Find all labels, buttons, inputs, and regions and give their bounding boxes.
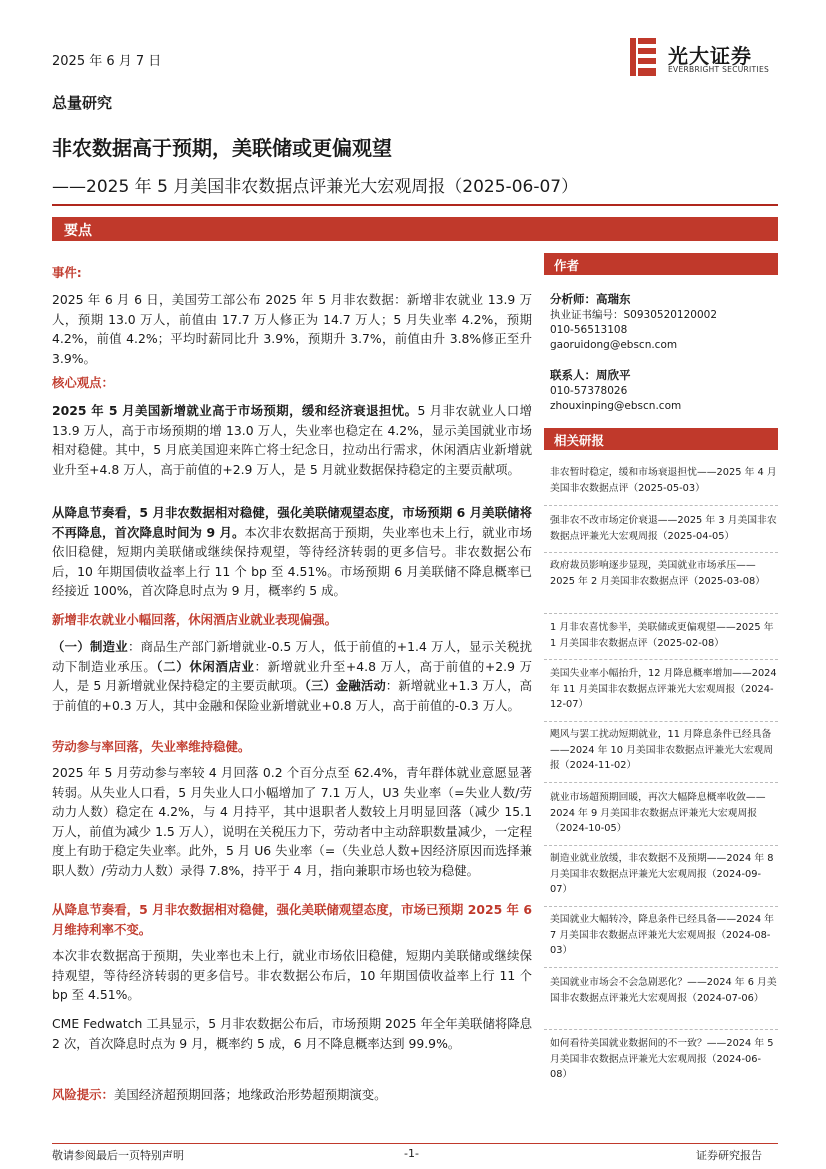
p4-text: 2025 年 5 月劳动参与率较 4 月回落 0.2 个百分点至 62.4%，青年群体就业意愿显著转弱。从失业人口看，5 月失业人口小幅增加了 7.1 万人，U3 失业率（=失业人数/劳动力人数）稳定在 4.2%，与 4 月持平，其中退职者人数较上月明显回落（减少 15.1 万人，前值为减少 1.5 万人），说明在关税压力下，劳动者中主动辞职数量减少，一定程度上有助于稳定失业率。此外，5 月 U6 失业率（=（失业总人数+因经济原因而选择兼职人数）/劳动力人数）录得 7.8%，持平于 4 月，指向兼职市场也较为稳健。 bbox=[52, 765, 532, 878]
key-points-banner bbox=[52, 217, 778, 241]
report-title: 非农数据高于预期，美联储或更偏观望 bbox=[52, 136, 392, 160]
event-paragraph bbox=[52, 290, 532, 368]
core-heading-text: 核心观点： bbox=[52, 375, 114, 390]
paragraph-4 bbox=[52, 763, 532, 880]
p3-bold-2: （二）休闲酒店业 bbox=[156, 658, 255, 674]
author-banner bbox=[544, 253, 778, 275]
heading-3 bbox=[52, 610, 532, 630]
report-date: 2025 年 6 月 7 日 bbox=[52, 54, 162, 69]
related-report-item[interactable]: 制造业就业放缓，非农数据不及预期——2024 年 8 月美国非农数据点评兼光大宏观周报（2024-09-07） bbox=[550, 853, 774, 895]
event-text: 2025 年 6 月 6 日，美国劳工部公布 2025 年 5 月非农数据：新增非农就业 13.9 万人，预期 13.0 万人，前值由 17.7 万人修正为 14.7 万人；5 月失业率 4.2%，预期 4.2%，前值 4.2%；平均时薪同比升 3.9%，预期升 3.7%，前值由升 3.8%修正至升 3.9%。 bbox=[52, 292, 532, 366]
author-label: 作者 bbox=[554, 258, 580, 273]
logo-name: 光大证券 bbox=[668, 44, 752, 68]
related-report-item[interactable]: 就业市场超预期回暖，再次大幅降息概率收敛——2024 年 9 月美国非农数据点评兼光大宏观周报（2024-10-05） bbox=[550, 792, 766, 834]
related-report-item[interactable]: 飓风与罢工扰动短期就业，11 月降息条件已经具备——2024 年 10 月美国非农数据点评兼光大宏观周报（2024-11-02） bbox=[550, 729, 774, 771]
heading-5 bbox=[52, 900, 532, 939]
analyst-block bbox=[550, 292, 778, 353]
p2-bold: 从降息节奏看，5 月非农数据相对稳健，强化美联储观望态度，市场预期 6 月美联储将不再降息，首次降息时间为 9 月。 bbox=[52, 505, 532, 540]
analyst-email[interactable]: gaoruidong@ebscn.com bbox=[550, 339, 678, 351]
related-divider bbox=[544, 782, 778, 783]
p3-text-3: ：新增就业+1.3 万人，高于前值的+0.3 万人，其中金融和保险业新增就业+0.8 万人，高于前值的-0.3 万人。 bbox=[52, 678, 532, 713]
p3-bold-3: （三）金融活动 bbox=[304, 678, 386, 693]
related-label: 相关研报 bbox=[554, 433, 605, 448]
related-banner bbox=[544, 428, 778, 450]
analyst-cert: 执业证书编号：S0930520120002 bbox=[550, 309, 718, 321]
related-report-item[interactable]: 美国就业大幅转冷，降息条件已经具备——2024 年 7 月美国非农数据点评兼光大宏观周报（2024-08-03） bbox=[550, 914, 774, 956]
related-report-item[interactable]: 美国失业率小幅抬升，12 月降息概率增加——2024 年 11 月美国非农数据点评兼光大宏观周报（2024-12-07） bbox=[550, 668, 777, 710]
event-heading bbox=[52, 263, 532, 283]
key-points-label: 要点 bbox=[64, 223, 92, 239]
p3-bold-1: （一）制造业 bbox=[52, 639, 128, 654]
contact-phone: 010-57378026 bbox=[550, 385, 628, 397]
footer-brand: 证券研究报告 bbox=[696, 1149, 762, 1162]
report-subtitle: ——2025 年 5 月美国非农数据点评兼光大宏观周报（2025-06-07） bbox=[52, 177, 579, 197]
related-divider bbox=[544, 552, 778, 553]
p3-text-1: ：商品生产部门新增就业-0.5 万人，低于前值的+1.4 万人，显示关税扰动下制造业承压。 bbox=[52, 639, 533, 674]
company-logo bbox=[628, 38, 778, 78]
paragraph-2 bbox=[52, 503, 532, 601]
risk-text: 美国经济超预期回落；地缘政治形势超预期演变。 bbox=[113, 1087, 387, 1102]
related-report-item[interactable]: 非农暂时稳定，缓和市场衰退担忧——2025 年 4 月美国非农数据点评（2025-05-03） bbox=[550, 467, 777, 494]
h5-text: 从降息节奏看，5 月非农数据相对稳健，强化美联储观望态度，市场已预期 2025 年 6 月维持利率不变。 bbox=[52, 902, 532, 937]
contact-name: 周欣平 bbox=[596, 368, 631, 382]
page-number: -1- bbox=[404, 1147, 419, 1160]
contact-label: 联系人： bbox=[550, 368, 596, 382]
related-divider bbox=[544, 1029, 778, 1030]
related-report-item[interactable]: 1 月非农喜忧参半，美联储或更偏观望——2025 年 1 月美国非农数据点评（2025-02-08） bbox=[550, 622, 774, 649]
p2-text: 本次非农数据高于预期，失业率也未上行，就业市场依旧稳健，短期内美联储或继续保持观望，等待经济转弱的更多信号。非农数据公布后，10 年期国债收益率上行 11 个 bp 至 4.51%。市场预期 6 月美联储不降息概率已经接近 100%，首次降息时点为 9 月，概率约 5 成。 bbox=[52, 524, 533, 598]
contact-email[interactable]: zhouxinping@ebscn.com bbox=[550, 400, 682, 412]
analyst-label: 分析师： bbox=[550, 292, 596, 306]
related-divider bbox=[544, 967, 778, 968]
related-divider bbox=[544, 721, 778, 722]
p1-bold: 2025 年 5 月美国新增就业高于市场预期，缓和经济衰退担忧。 bbox=[52, 403, 418, 418]
event-heading-text: 事件: bbox=[52, 265, 82, 280]
related-divider bbox=[544, 613, 778, 614]
contact-block bbox=[550, 368, 778, 414]
p1-text: 5 月非农就业人口增 13.9 万人，高于市场预期的增 13.0 万人，失业率也稳定在 4.2%，显示美国就业市场相对稳健。其中，5 月底美国迎来阵亡将士纪念日，拉动出行需求，休闲酒店业新增就业升至+4.8 万人，高于前值的+2.9 万人，是 5 月就业数据保持稳定的主要贡献项。 bbox=[52, 403, 532, 477]
paragraph-1 bbox=[52, 401, 532, 479]
heading-4 bbox=[52, 737, 532, 757]
risk-label: 风险提示： bbox=[52, 1087, 114, 1102]
core-heading bbox=[52, 373, 532, 393]
logo-mark-icon bbox=[628, 38, 658, 76]
related-divider bbox=[544, 505, 778, 506]
h4-text: 劳动参与率回落，失业率维持稳健。 bbox=[52, 739, 251, 754]
related-report-item[interactable]: 强非农不改市场定价衰退——2025 年 3 月美国非农数据点评兼光大宏观周报（2025-04-05） bbox=[550, 515, 777, 542]
paragraph-5 bbox=[52, 946, 532, 1005]
p3-text-2: ：新增就业升至+4.8 万人，高于前值的+2.9 万人，是 5 月新增就业保持稳定的主要贡献项。 bbox=[52, 658, 532, 693]
p6-text: CME Fedwatch 工具显示，5 月非农数据公布后，市场预期 2025 年全年美联储将降息 2 次，首次降息时点为 9 月，概率约 5 成，6 月不降息概率达到 99.9%。 bbox=[52, 1016, 533, 1051]
related-divider bbox=[544, 845, 778, 846]
analyst-phone: 010-56513108 bbox=[550, 324, 628, 336]
p5-text: 本次非农数据高于预期，失业率也未上行，就业市场依旧稳健，短期内美联储或继续保持观望，等待经济转弱的更多信号。非农数据公布后，10 年期国债收益率上行 11 个 bp 至 4.51%。 bbox=[52, 948, 532, 1002]
related-report-item[interactable]: 美国就业市场会不会急剧恶化？——2024 年 6 月美国非农数据点评兼光大宏观周报（2024-07-06） bbox=[550, 977, 777, 1004]
paragraph-6 bbox=[52, 1014, 532, 1053]
report-category: 总量研究 bbox=[52, 94, 113, 112]
footer-divider bbox=[52, 1143, 778, 1144]
title-divider bbox=[52, 204, 778, 206]
logo-subtitle: EVERBRIGHT SECURITIES bbox=[668, 65, 770, 74]
risk-note bbox=[52, 1085, 532, 1105]
h3-text: 新增非农就业小幅回落，休闲酒店业就业表现偏强。 bbox=[52, 612, 337, 627]
related-report-item[interactable]: 政府裁员影响逐步显现，美国就业市场承压——2025 年 2 月美国非农数据点评（2025-03-08） bbox=[550, 560, 766, 587]
analyst-name: 高瑞东 bbox=[596, 292, 631, 306]
related-report-item[interactable]: 如何看待美国就业数据间的不一致？——2024 年 5 月美国非农数据点评兼光大宏观周报（2024-06-08） bbox=[550, 1038, 774, 1080]
paragraph-3 bbox=[52, 637, 532, 715]
related-divider bbox=[544, 906, 778, 907]
related-divider bbox=[544, 659, 778, 660]
footer-disclaimer[interactable]: 敬请参阅最后一页特别声明 bbox=[52, 1149, 184, 1162]
